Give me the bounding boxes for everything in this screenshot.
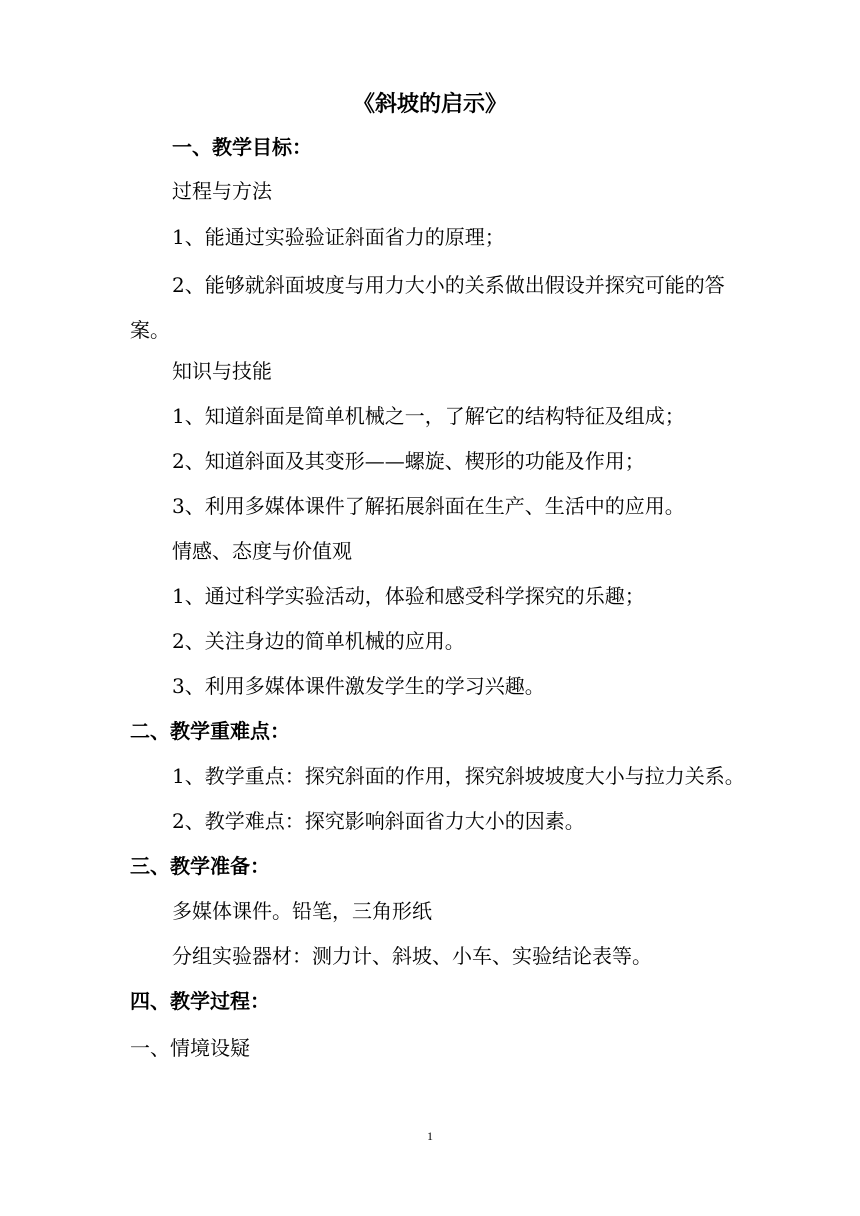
paragraph: 一、情境设疑 [130, 1036, 250, 1060]
subheading-knowledge-skills: 知识与技能 [172, 359, 272, 383]
paragraph: 1、通过科学实验活动，体验和感受科学探究的乐趣； [172, 584, 645, 608]
section-heading-preparation: 三、教学准备： [130, 854, 270, 878]
paragraph: 1、知道斜面是简单机械之一，了解它的结构特征及组成； [172, 404, 685, 428]
paragraph: 2、教学难点：探究影响斜面省力大小的因素。 [172, 809, 585, 833]
subheading-emotion-values: 情感、态度与价值观 [172, 539, 352, 563]
paragraph: 2、能够就斜面坡度与用力大小的关系做出假设并探究可能的答案。 [130, 273, 725, 342]
section-heading-process: 四、教学过程： [130, 989, 270, 1013]
section-heading-key-points: 二、教学重难点： [130, 719, 290, 743]
paragraph: 1、能通过实验验证斜面省力的原理； [172, 225, 505, 249]
paragraph: 2、知道斜面及其变形——螺旋、楔形的功能及作用； [172, 449, 645, 473]
paragraph: 3、利用多媒体课件激发学生的学习兴趣。 [172, 674, 545, 698]
page-number: 1 [427, 1129, 433, 1143]
subheading-process-method: 过程与方法 [172, 179, 272, 203]
document-title: 《斜坡的启示》 [352, 91, 507, 117]
paragraph: 多媒体课件。铅笔，三角形纸 [172, 899, 432, 923]
paragraph: 2、关注身边的简单机械的应用。 [172, 629, 465, 653]
paragraph: 3、利用多媒体课件了解拓展斜面在生产、生活中的应用。 [172, 494, 685, 518]
paragraph: 分组实验器材：测力计、斜坡、小车、实验结论表等。 [172, 944, 652, 968]
paragraph: 1、教学重点：探究斜面的作用，探究斜坡坡度大小与拉力关系。 [172, 764, 745, 788]
section-heading-objectives: 一、教学目标： [172, 135, 312, 159]
